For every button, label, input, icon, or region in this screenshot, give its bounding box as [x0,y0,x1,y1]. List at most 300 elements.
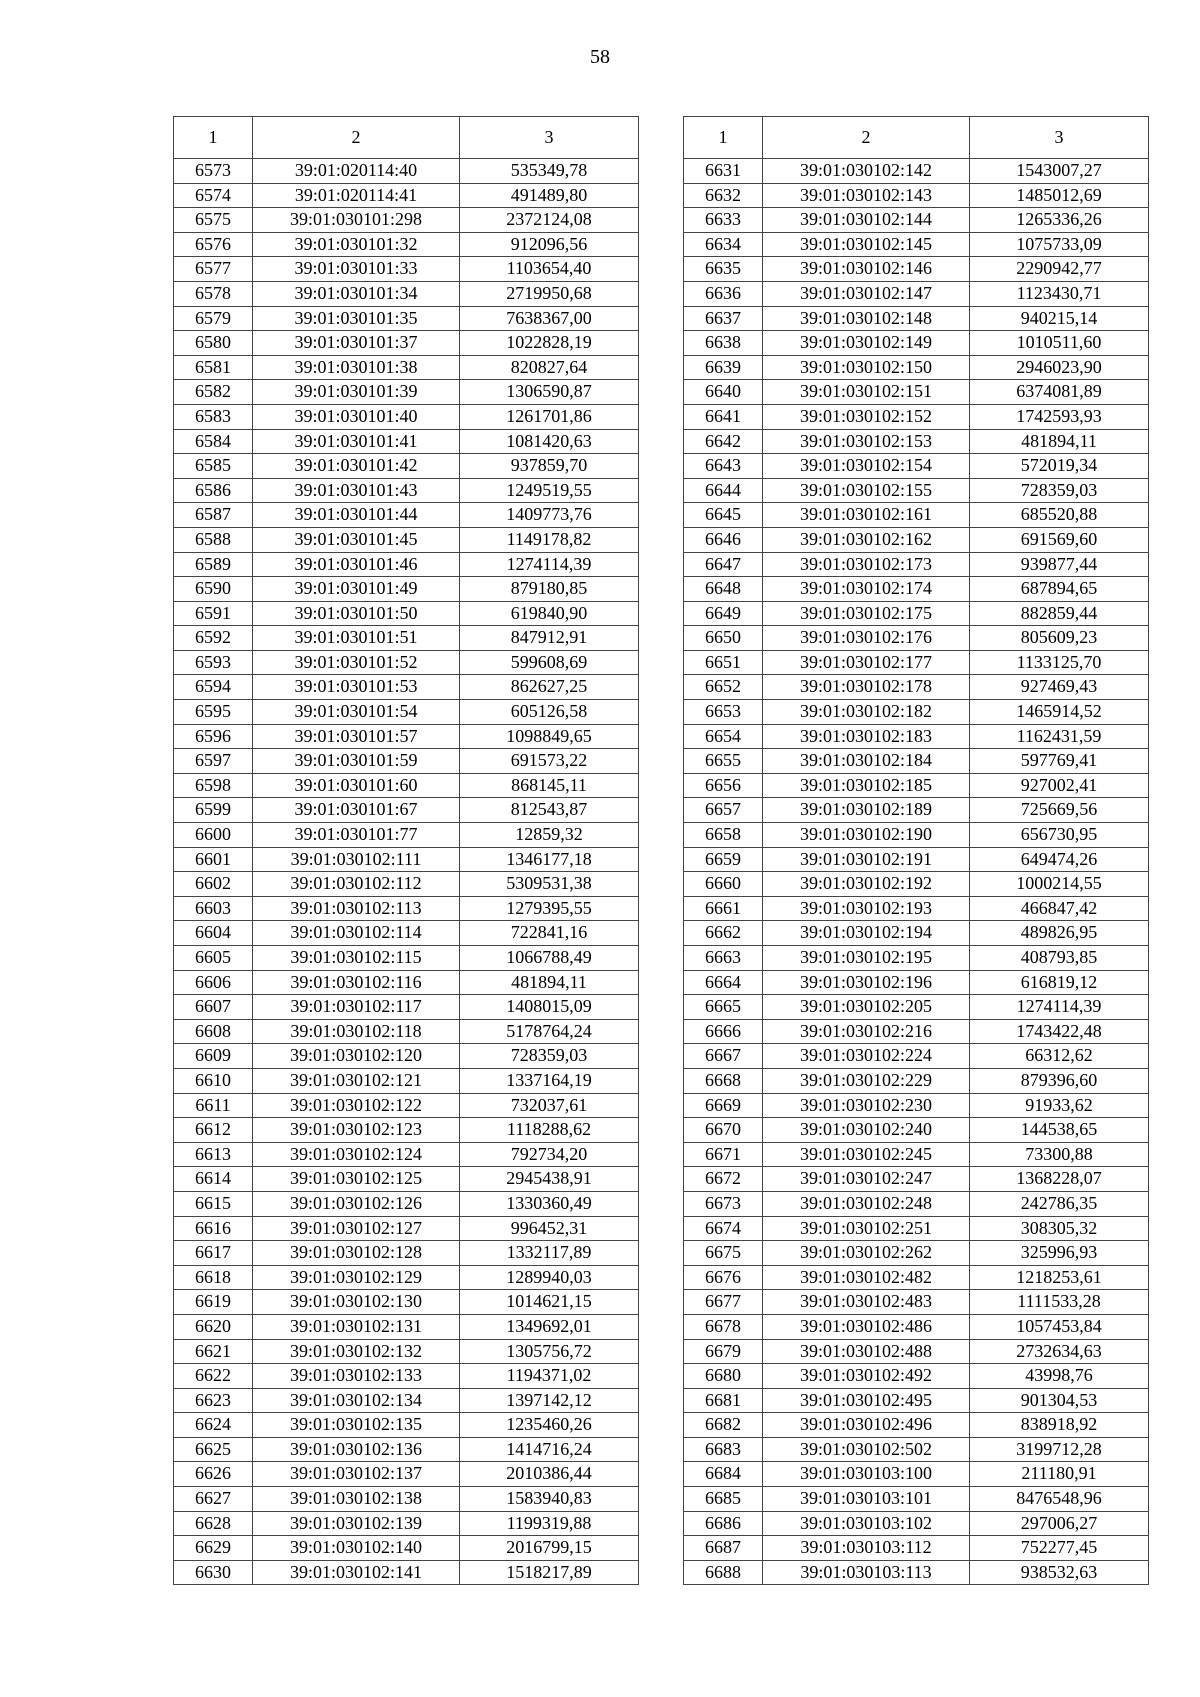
table-row [174,921,639,946]
row-number: 6640 [684,380,763,405]
table-row [174,257,639,282]
table-row [684,1241,1149,1266]
cadastral-number: 39:01:030101:33 [253,257,460,282]
cadastral-number: 39:01:030102:502 [763,1437,970,1462]
cadastral-value: 691573,22 [460,749,639,774]
cadastral-value: 1133125,70 [970,650,1149,675]
cadastral-number: 39:01:030101:37 [253,331,460,356]
row-number: 6634 [684,232,763,257]
cadastral-number: 39:01:030102:175 [763,601,970,626]
table-row [684,1142,1149,1167]
table-row [684,577,1149,602]
cadastral-number: 39:01:030102:126 [253,1191,460,1216]
row-number: 6645 [684,503,763,528]
page-number: 58 [590,46,610,68]
table-row [684,1265,1149,1290]
cadastral-number: 39:01:030102:245 [763,1142,970,1167]
row-number: 6587 [174,503,253,528]
cadastral-number: 39:01:030102:224 [763,1044,970,1069]
row-number: 6598 [174,773,253,798]
row-number: 6678 [684,1314,763,1339]
table-row [174,1118,639,1143]
cadastral-number: 39:01:030102:162 [763,527,970,552]
row-number: 6610 [174,1068,253,1093]
row-number: 6661 [684,896,763,921]
row-number: 6573 [174,159,253,184]
cadastral-number: 39:01:030102:184 [763,749,970,774]
table-row [174,773,639,798]
cadastral-value: 1518217,89 [460,1560,639,1585]
table-row [174,896,639,921]
table-row [684,626,1149,651]
cadastral-value: 2290942,77 [970,257,1149,282]
row-number: 6684 [684,1462,763,1487]
row-number: 6668 [684,1068,763,1093]
cadastral-value: 838918,92 [970,1413,1149,1438]
cadastral-value: 1075733,09 [970,232,1149,257]
table-row [684,159,1149,184]
cadastral-value: 1337164,19 [460,1068,639,1093]
cadastral-number: 39:01:030102:192 [763,872,970,897]
table-row [684,749,1149,774]
table-row [684,1118,1149,1143]
cadastral-number: 39:01:030102:151 [763,380,970,405]
cadastral-number: 39:01:030102:190 [763,823,970,848]
cadastral-value: 847912,91 [460,626,639,651]
cadastral-number: 39:01:030102:121 [253,1068,460,1093]
cadastral-value: 2946023,90 [970,355,1149,380]
table-row [174,1191,639,1216]
cadastral-number: 39:01:030102:143 [763,183,970,208]
cadastral-number: 39:01:030102:144 [763,208,970,233]
table-row [684,896,1149,921]
row-number: 6648 [684,577,763,602]
row-number: 6580 [174,331,253,356]
cadastral-number: 39:01:030102:146 [763,257,970,282]
table-row [174,159,639,184]
table-row [684,380,1149,405]
row-number: 6607 [174,995,253,1020]
table-row [684,503,1149,528]
cadastral-number: 39:01:030102:195 [763,946,970,971]
table-row [684,1536,1149,1561]
table-row [174,404,639,429]
cadastral-number: 39:01:030102:111 [253,847,460,872]
row-number: 6660 [684,872,763,897]
cadastral-number: 39:01:030102:127 [253,1216,460,1241]
table-row [174,577,639,602]
row-number: 6589 [174,552,253,577]
table-row [684,1413,1149,1438]
row-number: 6602 [174,872,253,897]
cadastral-number: 39:01:030101:54 [253,700,460,725]
row-number: 6591 [174,601,253,626]
cadastral-number: 39:01:030103:100 [763,1462,970,1487]
table-row [174,1560,639,1585]
cadastral-number: 39:01:030101:77 [253,823,460,848]
cadastral-number: 39:01:030102:129 [253,1265,460,1290]
cadastral-number: 39:01:030102:205 [763,995,970,1020]
row-number: 6588 [174,527,253,552]
cadastral-number: 39:01:030102:149 [763,331,970,356]
table-row [684,823,1149,848]
table-row [174,1044,639,1069]
row-number: 6636 [684,281,763,306]
cadastral-value: 1543007,27 [970,159,1149,184]
cadastral-value: 605126,58 [460,700,639,725]
table-row [174,281,639,306]
row-number: 6662 [684,921,763,946]
cadastral-value: 66312,62 [970,1044,1149,1069]
cadastral-value: 1010511,60 [970,331,1149,356]
table-row [684,232,1149,257]
cadastral-value: 1414716,24 [460,1437,639,1462]
cadastral-number: 39:01:030101:32 [253,232,460,257]
cadastral-number: 39:01:030103:112 [763,1536,970,1561]
cadastral-value: 1103654,40 [460,257,639,282]
cadastral-number: 39:01:030102:482 [763,1265,970,1290]
cadastral-value: 1332117,89 [460,1241,639,1266]
cadastral-number: 39:01:030102:178 [763,675,970,700]
table-row [174,306,639,331]
table-row [174,380,639,405]
table-row [174,995,639,1020]
cadastral-value: 325996,93 [970,1241,1149,1266]
row-number: 6599 [174,798,253,823]
cadastral-value: 862627,25 [460,675,639,700]
cadastral-number: 39:01:030102:131 [253,1314,460,1339]
cadastral-number: 39:01:030101:42 [253,454,460,479]
table-row [684,1511,1149,1536]
cadastral-value: 725669,56 [970,798,1149,823]
table-row [684,700,1149,725]
table-row [684,1019,1149,1044]
table-row [174,724,639,749]
row-number: 6628 [174,1511,253,1536]
table-row [174,1487,639,1512]
cadastral-value: 940215,14 [970,306,1149,331]
cadastral-value: 1346177,18 [460,847,639,872]
cadastral-number: 39:01:030101:298 [253,208,460,233]
table-row [684,872,1149,897]
cadastral-value: 1081420,63 [460,429,639,454]
cadastral-number: 39:01:030101:41 [253,429,460,454]
row-number: 6622 [174,1364,253,1389]
row-number: 6594 [174,675,253,700]
row-number: 6674 [684,1216,763,1241]
cadastral-number: 39:01:030101:44 [253,503,460,528]
cadastral-number: 39:01:030102:248 [763,1191,970,1216]
table-row [174,1265,639,1290]
table-row [174,1413,639,1438]
cadastral-value: 2010386,44 [460,1462,639,1487]
cadastral-number: 39:01:030102:189 [763,798,970,823]
cadastral-number: 39:01:030102:118 [253,1019,460,1044]
row-number: 6576 [174,232,253,257]
row-number: 6675 [684,1241,763,1266]
header-col-1: 1 [174,117,253,159]
table-row [174,1364,639,1389]
row-number: 6650 [684,626,763,651]
cadastral-value: 691569,60 [970,527,1149,552]
table-row [174,626,639,651]
cadastral-number: 39:01:030102:154 [763,454,970,479]
row-number: 6593 [174,650,253,675]
cadastral-number: 39:01:030102:117 [253,995,460,1020]
table-row [684,1044,1149,1069]
table-row [684,355,1149,380]
cadastral-value: 1022828,19 [460,331,639,356]
table-row [174,1216,639,1241]
row-number: 6679 [684,1339,763,1364]
cadastral-number: 39:01:030102:139 [253,1511,460,1536]
cadastral-value: 8476548,96 [970,1487,1149,1512]
table-row [174,527,639,552]
cadastral-value: 722841,16 [460,921,639,946]
cadastral-value: 728359,03 [460,1044,639,1069]
row-number: 6653 [684,700,763,725]
row-number: 6673 [684,1191,763,1216]
table-row [684,946,1149,971]
row-number: 6644 [684,478,763,503]
row-number: 6683 [684,1437,763,1462]
cadastral-number: 39:01:030102:147 [763,281,970,306]
table-row [684,1167,1149,1192]
cadastral-number: 39:01:030103:113 [763,1560,970,1585]
table-row [174,454,639,479]
cadastral-value: 481894,11 [970,429,1149,454]
row-number: 6685 [684,1487,763,1512]
table-row [174,1290,639,1315]
row-number: 6658 [684,823,763,848]
cadastral-number: 39:01:030103:102 [763,1511,970,1536]
table-row [684,601,1149,626]
cadastral-number: 39:01:030102:161 [763,503,970,528]
cadastral-number: 39:01:030102:176 [763,626,970,651]
row-number: 6649 [684,601,763,626]
cadastral-number: 39:01:030102:194 [763,921,970,946]
cadastral-number: 39:01:030102:130 [253,1290,460,1315]
cadastral-value: 1743422,48 [970,1019,1149,1044]
cadastral-value: 144538,65 [970,1118,1149,1143]
table-row [174,1339,639,1364]
cadastral-number: 39:01:030102:488 [763,1339,970,1364]
cadastral-value: 297006,27 [970,1511,1149,1536]
row-number: 6620 [174,1314,253,1339]
right-table [683,116,1149,1585]
table-row [684,970,1149,995]
cadastral-number: 39:01:030102:196 [763,970,970,995]
table-row [174,232,639,257]
row-number: 6603 [174,896,253,921]
cadastral-number: 39:01:030102:123 [253,1118,460,1143]
cadastral-value: 1349692,01 [460,1314,639,1339]
cadastral-value: 1194371,02 [460,1364,639,1389]
table-row [684,921,1149,946]
table-row [174,1068,639,1093]
row-number: 6585 [174,454,253,479]
cadastral-value: 1199319,88 [460,1511,639,1536]
cadastral-number: 39:01:020114:41 [253,183,460,208]
row-number: 6612 [174,1118,253,1143]
row-number: 6659 [684,847,763,872]
row-number: 6600 [174,823,253,848]
row-number: 6633 [684,208,763,233]
cadastral-value: 882859,44 [970,601,1149,626]
row-number: 6596 [174,724,253,749]
row-number: 6641 [684,404,763,429]
row-number: 6609 [174,1044,253,1069]
header-row [174,117,639,159]
cadastral-value: 1235460,26 [460,1413,639,1438]
cadastral-number: 39:01:030102:191 [763,847,970,872]
table-row [684,773,1149,798]
cadastral-value: 5178764,24 [460,1019,639,1044]
cadastral-value: 1289940,03 [460,1265,639,1290]
cadastral-number: 39:01:030102:150 [763,355,970,380]
cadastral-value: 619840,90 [460,601,639,626]
cadastral-value: 1305756,72 [460,1339,639,1364]
cadastral-value: 1368228,07 [970,1167,1149,1192]
table-row [684,331,1149,356]
cadastral-value: 466847,42 [970,896,1149,921]
cadastral-value: 1149178,82 [460,527,639,552]
row-number: 6669 [684,1093,763,1118]
cadastral-number: 39:01:030102:230 [763,1093,970,1118]
row-number: 6619 [174,1290,253,1315]
row-number: 6613 [174,1142,253,1167]
row-number: 6682 [684,1413,763,1438]
cadastral-value: 535349,78 [460,159,639,184]
table-row [174,1437,639,1462]
cadastral-value: 1057453,84 [970,1314,1149,1339]
cadastral-value: 1408015,09 [460,995,639,1020]
cadastral-value: 1306590,87 [460,380,639,405]
table-row [174,946,639,971]
header-col-2: 2 [763,117,970,159]
row-number: 6577 [174,257,253,282]
table-row [684,1462,1149,1487]
cadastral-value: 408793,85 [970,946,1149,971]
row-number: 6654 [684,724,763,749]
row-number: 6687 [684,1536,763,1561]
cadastral-number: 39:01:030102:138 [253,1487,460,1512]
row-number: 6578 [174,281,253,306]
cadastral-value: 927002,41 [970,773,1149,798]
cadastral-number: 39:01:030101:60 [253,773,460,798]
cadastral-value: 879180,85 [460,577,639,602]
cadastral-value: 868145,11 [460,773,639,798]
cadastral-number: 39:01:030102:155 [763,478,970,503]
cadastral-number: 39:01:030101:50 [253,601,460,626]
row-number: 6590 [174,577,253,602]
cadastral-number: 39:01:030102:137 [253,1462,460,1487]
cadastral-number: 39:01:030102:140 [253,1536,460,1561]
row-number: 6616 [174,1216,253,1241]
table-row [684,1093,1149,1118]
cadastral-value: 2719950,68 [460,281,639,306]
cadastral-value: 937859,70 [460,454,639,479]
cadastral-value: 1249519,55 [460,478,639,503]
row-number: 6582 [174,380,253,405]
cadastral-value: 242786,35 [970,1191,1149,1216]
cadastral-number: 39:01:030102:132 [253,1339,460,1364]
table-row [684,1191,1149,1216]
table-row [174,429,639,454]
cadastral-number: 39:01:030102:134 [253,1388,460,1413]
cadastral-value: 1274114,39 [460,552,639,577]
row-number: 6667 [684,1044,763,1069]
cadastral-value: 1274114,39 [970,995,1149,1020]
cadastral-number: 39:01:030102:136 [253,1437,460,1462]
row-number: 6656 [684,773,763,798]
cadastral-value: 879396,60 [970,1068,1149,1093]
row-number: 6632 [684,183,763,208]
cadastral-number: 39:01:030101:39 [253,380,460,405]
left-table [173,116,639,1585]
cadastral-value: 3199712,28 [970,1437,1149,1462]
row-number: 6676 [684,1265,763,1290]
row-number: 6630 [174,1560,253,1585]
cadastral-value: 1000214,55 [970,872,1149,897]
cadastral-value: 599608,69 [460,650,639,675]
row-number: 6672 [684,1167,763,1192]
cadastral-value: 6374081,89 [970,380,1149,405]
cadastral-value: 1118288,62 [460,1118,639,1143]
row-number: 6606 [174,970,253,995]
header-col-2: 2 [253,117,460,159]
row-number: 6657 [684,798,763,823]
row-number: 6604 [174,921,253,946]
cadastral-value: 687894,65 [970,577,1149,602]
row-number: 6671 [684,1142,763,1167]
cadastral-number: 39:01:030102:495 [763,1388,970,1413]
cadastral-number: 39:01:030102:247 [763,1167,970,1192]
cadastral-number: 39:01:030101:38 [253,355,460,380]
cadastral-number: 39:01:030102:183 [763,724,970,749]
table-row [174,1019,639,1044]
row-number: 6670 [684,1118,763,1143]
row-number: 6575 [174,208,253,233]
row-number: 6655 [684,749,763,774]
row-number: 6686 [684,1511,763,1536]
row-number: 6629 [174,1536,253,1561]
row-number: 6642 [684,429,763,454]
row-number: 6601 [174,847,253,872]
table-row [174,1388,639,1413]
header-row [684,117,1149,159]
cadastral-number: 39:01:030101:34 [253,281,460,306]
header-col-3: 3 [970,117,1149,159]
table-row [684,1216,1149,1241]
cadastral-number: 39:01:030102:114 [253,921,460,946]
row-number: 6608 [174,1019,253,1044]
table-row [174,749,639,774]
table-row [684,798,1149,823]
cadastral-number: 39:01:030102:182 [763,700,970,725]
cadastral-number: 39:01:030102:229 [763,1068,970,1093]
row-number: 6643 [684,454,763,479]
row-number: 6639 [684,355,763,380]
row-number: 6592 [174,626,253,651]
row-number: 6665 [684,995,763,1020]
row-number: 6663 [684,946,763,971]
table-row [174,847,639,872]
table-row [684,478,1149,503]
table-row [174,552,639,577]
row-number: 6627 [174,1487,253,1512]
cadastral-value: 2016799,15 [460,1536,639,1561]
